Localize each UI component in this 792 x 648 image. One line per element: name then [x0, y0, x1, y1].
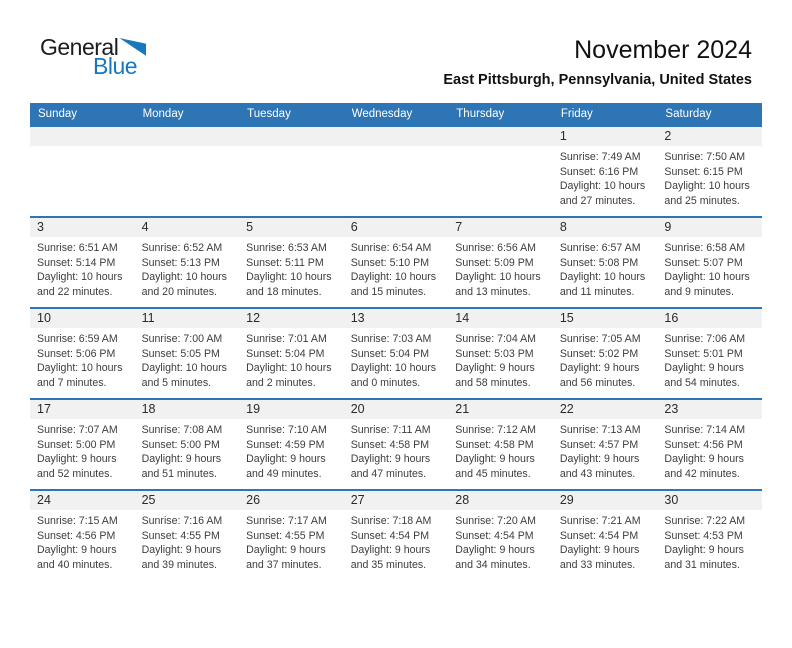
- day-number: 20: [350, 402, 365, 416]
- daylight-minutes-text: and 11 minutes.: [559, 285, 635, 298]
- sunset-text: Sunset: 5:00 PM: [37, 438, 116, 451]
- details-row: [30, 328, 762, 398]
- daylight-minutes-text: and 33 minutes.: [559, 558, 636, 571]
- sunrise-text: Sunrise: 7:20 AM: [455, 515, 536, 527]
- sunset-text: Sunset: 5:08 PM: [559, 256, 639, 269]
- sunrise-text: Sunrise: 7:03 AM: [350, 333, 432, 345]
- day-number: 1: [559, 129, 567, 143]
- page-header: [40, 36, 752, 88]
- sunrise-text: Sunrise: 7:16 AM: [141, 515, 223, 527]
- day-cell: [344, 237, 449, 307]
- daylight-hours-text: Daylight: 10 hours: [141, 362, 227, 375]
- date-band: [30, 309, 762, 328]
- sunrise-text: Sunrise: 6:52 AM: [141, 242, 223, 254]
- sunset-text: Sunset: 4:55 PM: [246, 529, 325, 542]
- day-number: 24: [37, 493, 51, 507]
- daylight-hours-text: Daylight: 10 hours: [350, 271, 437, 284]
- sunrise-text: Sunrise: 6:53 AM: [246, 242, 327, 254]
- daylight-hours-text: Daylight: 9 hours: [141, 544, 222, 557]
- sunset-text: Sunset: 4:56 PM: [37, 529, 116, 542]
- day-cell: [657, 328, 762, 398]
- day-cell: [344, 328, 449, 398]
- day-cell: [30, 510, 135, 580]
- day-number: 15: [559, 311, 574, 325]
- day-cell: [344, 419, 449, 489]
- date-band: [30, 127, 762, 146]
- daylight-minutes-text: and 5 minutes.: [141, 376, 212, 389]
- calendar-grid: [30, 103, 762, 580]
- sunset-text: Sunset: 5:04 PM: [246, 347, 325, 360]
- day-number: 4: [141, 220, 149, 234]
- day-header-saturday: Saturday: [665, 108, 712, 120]
- day-header-monday: Monday: [142, 108, 184, 120]
- sunset-text: Sunset: 4:56 PM: [664, 438, 743, 451]
- day-number: 9: [664, 220, 672, 234]
- general-blue-logo: [40, 36, 146, 78]
- daylight-hours-text: Daylight: 9 hours: [246, 453, 326, 466]
- daylight-hours-text: Daylight: 9 hours: [350, 453, 431, 466]
- day-header-row: [30, 103, 762, 125]
- sunset-text: Sunset: 4:57 PM: [559, 438, 639, 451]
- sunrise-text: Sunrise: 6:57 AM: [559, 242, 641, 254]
- day-cell: [239, 328, 344, 398]
- daylight-minutes-text: and 52 minutes.: [37, 467, 113, 480]
- sunset-text: Sunset: 4:59 PM: [246, 438, 325, 451]
- daylight-hours-text: Daylight: 9 hours: [37, 544, 117, 557]
- daylight-minutes-text: and 40 minutes.: [37, 558, 113, 571]
- sunset-text: Sunset: 6:15 PM: [664, 165, 743, 178]
- sunrise-text: Sunrise: 7:17 AM: [246, 515, 327, 527]
- logo-text-general: General: [40, 34, 119, 60]
- day-number: 28: [455, 493, 470, 507]
- week-row: [30, 398, 762, 489]
- daylight-hours-text: Daylight: 10 hours: [664, 271, 750, 284]
- sunrise-text: Sunrise: 7:04 AM: [455, 333, 536, 345]
- sunrise-text: Sunrise: 7:15 AM: [37, 515, 118, 527]
- details-row: [30, 146, 762, 216]
- daylight-minutes-text: and 9 minutes.: [664, 285, 734, 298]
- daylight-hours-text: Daylight: 10 hours: [455, 271, 541, 284]
- day-cell: [448, 237, 553, 307]
- details-row: [30, 510, 762, 580]
- daylight-minutes-text: and 39 minutes.: [141, 558, 217, 571]
- day-number: 2: [664, 129, 672, 143]
- day-cell: [553, 419, 658, 489]
- sunset-text: Sunset: 5:06 PM: [37, 347, 116, 360]
- sunrise-text: Sunrise: 6:59 AM: [37, 333, 118, 345]
- week-row: [30, 489, 762, 580]
- daylight-hours-text: Daylight: 9 hours: [350, 544, 431, 557]
- day-cell: [135, 237, 240, 307]
- day-cell: [657, 419, 762, 489]
- calendar-page: [0, 36, 792, 648]
- daylight-minutes-text: and 0 minutes.: [350, 376, 421, 389]
- daylight-hours-text: Daylight: 9 hours: [455, 453, 535, 466]
- details-row: [30, 419, 762, 489]
- week-row: [30, 125, 762, 216]
- sunrise-text: Sunrise: 7:00 AM: [141, 333, 223, 345]
- day-header-friday: Friday: [560, 108, 593, 120]
- day-number: [135, 127, 240, 146]
- sunrise-text: Sunrise: 6:54 AM: [350, 242, 432, 254]
- sunset-text: Sunset: 5:14 PM: [37, 256, 116, 269]
- sunrise-text: Sunrise: 6:56 AM: [455, 242, 536, 254]
- day-cell: [239, 146, 344, 216]
- date-band: [30, 218, 762, 237]
- daylight-minutes-text: and 37 minutes.: [246, 558, 322, 571]
- month-title: November 2024: [574, 36, 752, 64]
- day-number: 22: [559, 402, 574, 416]
- daylight-hours-text: Daylight: 9 hours: [559, 544, 640, 557]
- day-cell: [344, 146, 449, 216]
- sunset-text: Sunset: 4:58 PM: [455, 438, 534, 451]
- day-cell: [657, 510, 762, 580]
- day-cell: [657, 146, 762, 216]
- daylight-hours-text: Daylight: 10 hours: [559, 271, 646, 284]
- sunrise-text: Sunrise: 7:07 AM: [37, 424, 118, 436]
- sunset-text: Sunset: 6:16 PM: [559, 165, 639, 178]
- daylight-minutes-text: and 54 minutes.: [664, 376, 740, 389]
- daylight-hours-text: Daylight: 9 hours: [141, 453, 222, 466]
- sunrise-text: Sunrise: 7:05 AM: [559, 333, 641, 345]
- daylight-minutes-text: and 58 minutes.: [455, 376, 531, 389]
- sunset-text: Sunset: 4:53 PM: [664, 529, 743, 542]
- day-header-tuesday: Tuesday: [247, 108, 291, 120]
- title-block: [443, 36, 752, 88]
- daylight-hours-text: Daylight: 10 hours: [37, 271, 123, 284]
- date-band: [30, 400, 762, 419]
- day-number: 27: [350, 493, 365, 507]
- sunset-text: Sunset: 5:13 PM: [141, 256, 220, 269]
- daylight-minutes-text: and 56 minutes.: [559, 376, 636, 389]
- day-number: 29: [559, 493, 574, 507]
- day-number: 7: [455, 220, 463, 234]
- daylight-minutes-text: and 15 minutes.: [350, 285, 427, 298]
- sunset-text: Sunset: 4:54 PM: [559, 529, 639, 542]
- daylight-hours-text: Daylight: 10 hours: [664, 180, 750, 193]
- day-cell: [30, 146, 135, 216]
- day-cell: [135, 328, 240, 398]
- day-number: 18: [141, 402, 156, 416]
- week-row: [30, 216, 762, 307]
- day-number: 10: [37, 311, 51, 325]
- sunrise-text: Sunrise: 7:13 AM: [559, 424, 641, 436]
- daylight-hours-text: Daylight: 9 hours: [455, 362, 535, 375]
- day-cell: [30, 237, 135, 307]
- day-number: 5: [246, 220, 254, 234]
- day-number: 13: [350, 311, 365, 325]
- day-number: 25: [141, 493, 156, 507]
- daylight-hours-text: Daylight: 10 hours: [37, 362, 123, 375]
- daylight-hours-text: Daylight: 10 hours: [246, 271, 332, 284]
- daylight-minutes-text: and 31 minutes.: [664, 558, 740, 571]
- sunset-text: Sunset: 4:55 PM: [141, 529, 220, 542]
- sunrise-text: Sunrise: 7:10 AM: [246, 424, 327, 436]
- daylight-minutes-text: and 49 minutes.: [246, 467, 322, 480]
- sunrise-text: Sunrise: 7:50 AM: [664, 151, 746, 163]
- daylight-hours-text: Daylight: 9 hours: [664, 544, 744, 557]
- day-number: 3: [37, 220, 44, 234]
- day-cell: [448, 510, 553, 580]
- day-number: 21: [455, 402, 470, 416]
- sunrise-text: Sunrise: 6:58 AM: [664, 242, 746, 254]
- day-number: 11: [141, 311, 155, 325]
- day-number: 17: [37, 402, 51, 416]
- daylight-minutes-text: and 35 minutes.: [350, 558, 427, 571]
- logo-text-blue: Blue: [93, 53, 138, 79]
- sunrise-text: Sunrise: 7:08 AM: [141, 424, 223, 436]
- sunrise-text: Sunrise: 7:01 AM: [246, 333, 327, 345]
- sunset-text: Sunset: 5:03 PM: [455, 347, 534, 360]
- daylight-minutes-text: and 34 minutes.: [455, 558, 531, 571]
- sunset-text: Sunset: 4:54 PM: [455, 529, 534, 542]
- day-cell: [239, 510, 344, 580]
- day-cell: [657, 237, 762, 307]
- day-number: 19: [246, 402, 261, 416]
- daylight-minutes-text: and 7 minutes.: [37, 376, 107, 389]
- location-subtitle: East Pittsburgh, Pennsylvania, United States: [443, 72, 752, 88]
- daylight-hours-text: Daylight: 9 hours: [664, 362, 744, 375]
- day-cell: [239, 419, 344, 489]
- day-cell: [30, 328, 135, 398]
- day-cell: [448, 328, 553, 398]
- day-cell: [553, 146, 658, 216]
- daylight-hours-text: Daylight: 10 hours: [246, 362, 332, 375]
- daylight-minutes-text: and 45 minutes.: [455, 467, 531, 480]
- day-number: 30: [664, 493, 679, 507]
- sunrise-text: Sunrise: 7:06 AM: [664, 333, 746, 345]
- day-cell: [135, 146, 240, 216]
- sunset-text: Sunset: 5:07 PM: [664, 256, 743, 269]
- day-number: 26: [246, 493, 261, 507]
- sunset-text: Sunset: 5:11 PM: [246, 256, 324, 269]
- sunrise-text: Sunrise: 7:14 AM: [664, 424, 746, 436]
- day-cell: [239, 237, 344, 307]
- sunset-text: Sunset: 5:02 PM: [559, 347, 639, 360]
- sunrise-text: Sunrise: 7:11 AM: [350, 424, 431, 436]
- sunset-text: Sunset: 5:10 PM: [350, 256, 430, 269]
- date-band: [30, 491, 762, 510]
- daylight-minutes-text: and 43 minutes.: [559, 467, 636, 480]
- sunset-text: Sunset: 5:00 PM: [141, 438, 220, 451]
- sunset-text: Sunset: 5:04 PM: [350, 347, 430, 360]
- day-number: [30, 127, 135, 146]
- sunset-text: Sunset: 5:05 PM: [141, 347, 220, 360]
- daylight-minutes-text: and 25 minutes.: [664, 194, 740, 207]
- day-cell: [553, 328, 658, 398]
- daylight-minutes-text: and 2 minutes.: [246, 376, 316, 389]
- daylight-minutes-text: and 22 minutes.: [37, 285, 113, 298]
- daylight-minutes-text: and 51 minutes.: [141, 467, 217, 480]
- daylight-minutes-text: and 42 minutes.: [664, 467, 740, 480]
- sunrise-text: Sunrise: 7:12 AM: [455, 424, 536, 436]
- day-cell: [448, 146, 553, 216]
- day-number: [344, 127, 449, 146]
- sunrise-text: Sunrise: 7:22 AM: [664, 515, 746, 527]
- day-number: 8: [559, 220, 567, 234]
- sunset-text: Sunset: 5:01 PM: [664, 347, 743, 360]
- daylight-hours-text: Daylight: 9 hours: [37, 453, 117, 466]
- daylight-minutes-text: and 20 minutes.: [141, 285, 217, 298]
- daylight-hours-text: Daylight: 9 hours: [246, 544, 326, 557]
- daylight-hours-text: Daylight: 9 hours: [559, 453, 640, 466]
- day-number: 14: [455, 311, 470, 325]
- day-cell: [344, 510, 449, 580]
- day-number: 23: [664, 402, 679, 416]
- day-header-thursday: Thursday: [456, 108, 505, 120]
- daylight-hours-text: Daylight: 9 hours: [664, 453, 744, 466]
- day-cell: [553, 510, 658, 580]
- day-cell: [135, 419, 240, 489]
- day-number: 12: [246, 311, 261, 325]
- sunrise-text: Sunrise: 6:51 AM: [37, 242, 118, 254]
- daylight-minutes-text: and 18 minutes.: [246, 285, 322, 298]
- details-row: [30, 237, 762, 307]
- daylight-minutes-text: and 47 minutes.: [350, 467, 427, 480]
- week-row: [30, 307, 762, 398]
- day-header-sunday: Sunday: [38, 108, 78, 120]
- day-cell: [553, 237, 658, 307]
- daylight-hours-text: Daylight: 10 hours: [350, 362, 437, 375]
- day-number: [448, 127, 553, 146]
- day-number: 6: [350, 220, 358, 234]
- daylight-minutes-text: and 13 minutes.: [455, 285, 531, 298]
- daylight-minutes-text: and 27 minutes.: [559, 194, 636, 207]
- day-number: 16: [664, 311, 679, 325]
- day-cell: [30, 419, 135, 489]
- sunrise-text: Sunrise: 7:21 AM: [559, 515, 641, 527]
- day-cell: [135, 510, 240, 580]
- sunrise-text: Sunrise: 7:49 AM: [559, 151, 641, 163]
- sunset-text: Sunset: 5:09 PM: [455, 256, 534, 269]
- day-number: [239, 127, 344, 146]
- sunrise-text: Sunrise: 7:18 AM: [350, 515, 432, 527]
- daylight-hours-text: Daylight: 9 hours: [455, 544, 535, 557]
- day-cell: [448, 419, 553, 489]
- daylight-hours-text: Daylight: 10 hours: [559, 180, 646, 193]
- weeks-container: [30, 125, 762, 580]
- sunset-text: Sunset: 4:58 PM: [350, 438, 430, 451]
- day-header-wednesday: Wednesday: [351, 108, 413, 120]
- daylight-hours-text: Daylight: 9 hours: [559, 362, 640, 375]
- sunset-text: Sunset: 4:54 PM: [350, 529, 430, 542]
- daylight-hours-text: Daylight: 10 hours: [141, 271, 227, 284]
